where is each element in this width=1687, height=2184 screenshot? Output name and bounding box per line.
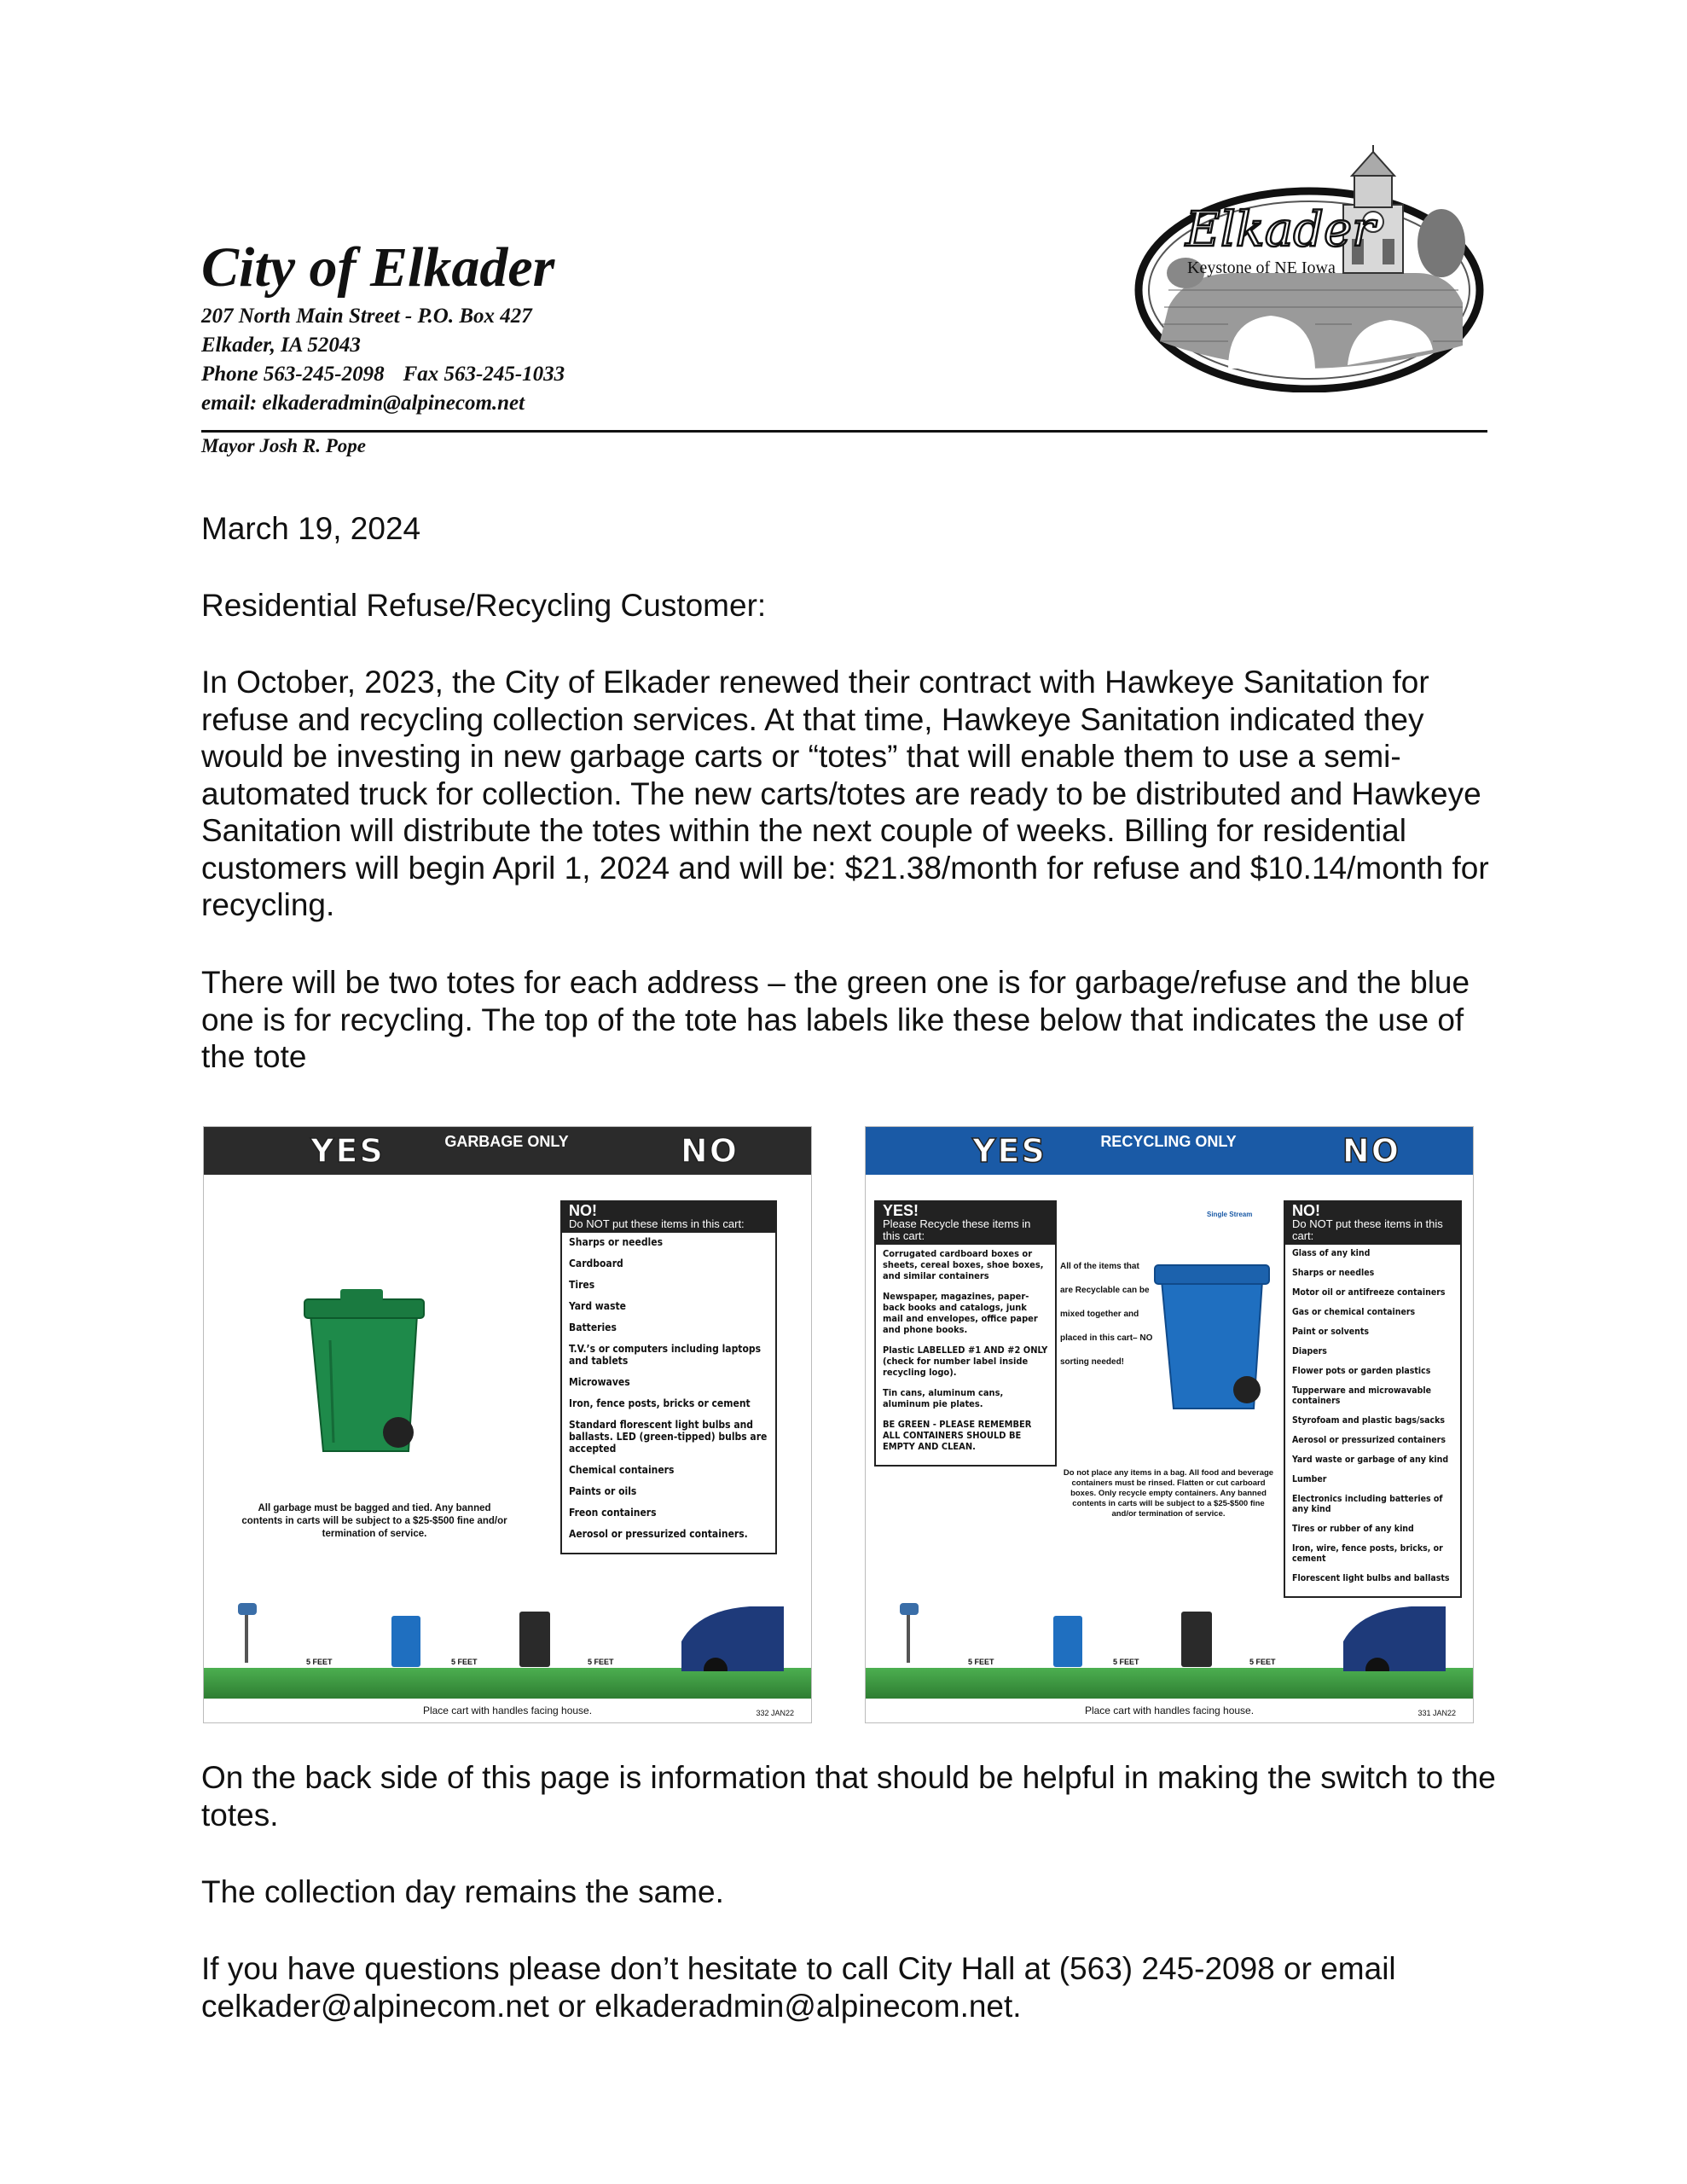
recycling-yes-list-box [874, 1200, 1057, 1467]
garbage-no-item: Cardboard [569, 1258, 623, 1269]
recycling-no-item: Motor oil or antifreeze containers [1292, 1287, 1446, 1298]
garbage-no-heading: NO [680, 1132, 739, 1170]
garbage-no-item: Yard waste [569, 1300, 626, 1312]
garbage-no-item: Microwaves [569, 1376, 630, 1388]
recycling-code: 331 JAN22 [1417, 1709, 1456, 1717]
fax: Fax 563-245-1033 [403, 363, 565, 386]
garbage-ground [204, 1668, 811, 1699]
garbage-no-list-header: NO! Do NOT put these items in this cart: [562, 1202, 775, 1233]
recycling-no-item: Tupperware and microwavable containers [1292, 1385, 1432, 1406]
garbage-note: All garbage must be bagged and tied. Any banned contents in carts will be subject to a $25-$500 fine and/or termination of service. [241, 1503, 507, 1539]
recycling-yes-item: Tin cans, aluminum cans, aluminum pie plates. [883, 1387, 1004, 1409]
recycling-feet-1: 5 FEET [968, 1658, 994, 1666]
letter-paragraph-4: The collection day remains the same. [201, 1874, 724, 1909]
recycling-no-item: Florescent light bulbs and ballasts [1292, 1573, 1450, 1583]
header-rule [201, 430, 1487, 433]
recycling-no-item: Yard waste or garbage of any kind [1292, 1455, 1449, 1465]
logo-tagline: Keystone of NE Iowa [1187, 258, 1336, 277]
garbage-no-item: Paints or oils [569, 1485, 637, 1497]
garbage-caption: Place cart with handles facing house. [422, 1705, 593, 1716]
phone-fax-line [201, 360, 565, 389]
recycling-no-list-header: NO! Do NOT put these items in this cart: [1285, 1202, 1460, 1245]
recycling-no-item: Tires or rubber of any kind [1292, 1524, 1414, 1534]
garbage-code: 332 JAN22 [756, 1709, 794, 1717]
letter-paragraph-1: In October, 2023, the City of Elkader renewed their contract with Hawkeye Sanitation for refuse and recycling collection services. At that time, Hawkeye Sanitation indicated they would be investing in new garbage carts or “totes” that will enable them to use a semi-automated truck for collection. The new carts/totes are ready to be distributed and Hawkeye Sanitation will distribute the totes within the next couple of weeks. Billing for residential customers will begin April 1, 2024 and will be: $21.38/month for refuse and $10.14/month for recycling. [201, 665, 1489, 922]
phone: Phone 563-245-2098 [201, 363, 385, 386]
recycling-no-item: Aerosol or pressurized containers [1292, 1435, 1446, 1445]
recycling-note: Do not place any items in a bag. All food and beverage containers must be rinsed. Flatten or cut carboard boxes. Only recycle empty containers. Any banned contents in carts will be subject to a $25-$500 fine and/or termination of service. [1063, 1468, 1274, 1519]
recycling-no-item: Styrofoam and plastic bags/sacks [1292, 1415, 1445, 1426]
garbage-no-item: Standard florescent light bulbs and ballasts. LED (green-tipped) bulbs are accepted [569, 1419, 768, 1455]
letter-paragraph-2: There will be two totes for each address – the green one is for garbage/refuse and the blue one is for recycling. The top of the tote has labels like these below that indicates the use of the tote [201, 965, 1470, 1074]
single-stream-badge: Single Stream [1207, 1211, 1253, 1218]
recycling-no-item: Diapers [1292, 1346, 1327, 1356]
recycling-yes-heading: YES [972, 1132, 1046, 1170]
city-logo-graphic [1134, 145, 1489, 392]
recycling-no-item: Glass of any kind [1292, 1248, 1371, 1258]
recycling-no-item: Electronics including batteries of any kind [1292, 1494, 1443, 1514]
mayor-line: Mayor Josh R. Pope [201, 435, 366, 456]
recycling-yes-list [876, 1245, 1055, 1465]
garbage-no-item: Tires [569, 1279, 595, 1291]
recycling-no-item: Paint or solvents [1292, 1327, 1369, 1337]
recycling-yes-item: BE GREEN - PLEASE REMEMBER ALL CONTAINERS SHOULD BE EMPTY AND CLEAN. [883, 1419, 1032, 1452]
recycling-label-image [865, 1126, 1474, 1723]
recycling-ground [866, 1668, 1473, 1699]
garbage-no-list [562, 1233, 775, 1553]
recycling-no-list-box [1284, 1200, 1462, 1598]
garbage-yes-heading: YES [310, 1132, 385, 1170]
garbage-no-item: Iron, fence posts, bricks or cement [569, 1397, 751, 1409]
garbage-feet-2: 5 FEET [451, 1658, 478, 1666]
recycling-feet-2: 5 FEET [1113, 1658, 1139, 1666]
letter-paragraph-3: On the back side of this page is information that should be helpful in making the switch to the totes. [201, 1760, 1496, 1833]
garbage-feet-1: 5 FEET [306, 1658, 333, 1666]
garbage-no-item: Aerosol or pressurized containers. [569, 1528, 748, 1540]
recycling-title: RECYCLING ONLY [1100, 1133, 1237, 1150]
address-line-2: Elkader, IA 52043 [201, 334, 361, 357]
recycling-no-item: Sharps or needles [1292, 1268, 1375, 1278]
recycling-yes-item: Corrugated cardboard boxes or sheets, cereal boxes, shoe boxes, and similar containers [883, 1248, 1044, 1281]
garbage-no-item: Freon containers [569, 1507, 657, 1519]
recycling-banner [866, 1127, 1473, 1175]
recycling-caption: Place cart with handles facing house. [1084, 1705, 1255, 1716]
recycling-no-list [1285, 1245, 1460, 1596]
recycling-no-item: Gas or chemical containers [1292, 1307, 1416, 1317]
address-line-1: 207 North Main Street - P.O. Box 427 [201, 305, 532, 328]
recycling-no-heading: NO [1342, 1132, 1400, 1170]
car-icon [681, 1606, 784, 1671]
recycling-middle-text: All of the items that are Recyclable can be mixed together and placed in this cart– NO sorting needed! [1060, 1262, 1153, 1367]
letter-date: March 19, 2024 [201, 511, 421, 546]
city-title: City of Elkader [201, 236, 555, 299]
email-line[interactable]: email: elkaderadmin@alpinecom.net [201, 392, 525, 415]
recycling-no-item: Lumber [1292, 1474, 1327, 1484]
letter-salutation: Residential Refuse/Recycling Customer: [201, 588, 767, 623]
recycling-no-item: Flower pots or garden plastics [1292, 1366, 1431, 1376]
black-cart-icon [519, 1612, 550, 1667]
blue-recycling-cart-icon [1143, 1255, 1279, 1417]
garbage-no-item: Batteries [569, 1321, 617, 1333]
garbage-no-item: T.V.’s or computers including laptops and tablets [569, 1343, 762, 1367]
green-cart-icon [289, 1289, 434, 1460]
recycling-yes-list-header: YES! Please Recycle these items in this cart: [876, 1202, 1055, 1245]
garbage-no-item: Sharps or needles [569, 1236, 663, 1248]
recycling-feet-3: 5 FEET [1249, 1658, 1276, 1666]
garbage-no-item: Chemical containers [569, 1464, 675, 1476]
recycling-no-item: Iron, wire, fence posts, bricks, or cement [1292, 1543, 1443, 1564]
recycling-yes-item: Newspaper, magazines, paper-back books and catalogs, junk mail and envelopes, office paper and phone books. [883, 1291, 1038, 1335]
city-logo [1134, 145, 1489, 392]
recycling-yes-item: Plastic LABELLED #1 AND #2 ONLY (check for number label inside recycling logo). [883, 1345, 1048, 1378]
garbage-title: GARBAGE ONLY [444, 1133, 569, 1150]
garbage-banner [204, 1127, 811, 1175]
garbage-label-image [203, 1126, 812, 1723]
garbage-feet-3: 5 FEET [588, 1658, 614, 1666]
logo-script-text: Elkader [1186, 202, 1375, 258]
garbage-no-list-box [560, 1200, 777, 1554]
blue-cart-icon [391, 1616, 420, 1667]
letter-paragraph-5: If you have questions please don’t hesitate to call City Hall at (563) 245-2098 or email celkader@alpinecom.net or elkaderadmin@alpinecom.net. [201, 1951, 1396, 2024]
